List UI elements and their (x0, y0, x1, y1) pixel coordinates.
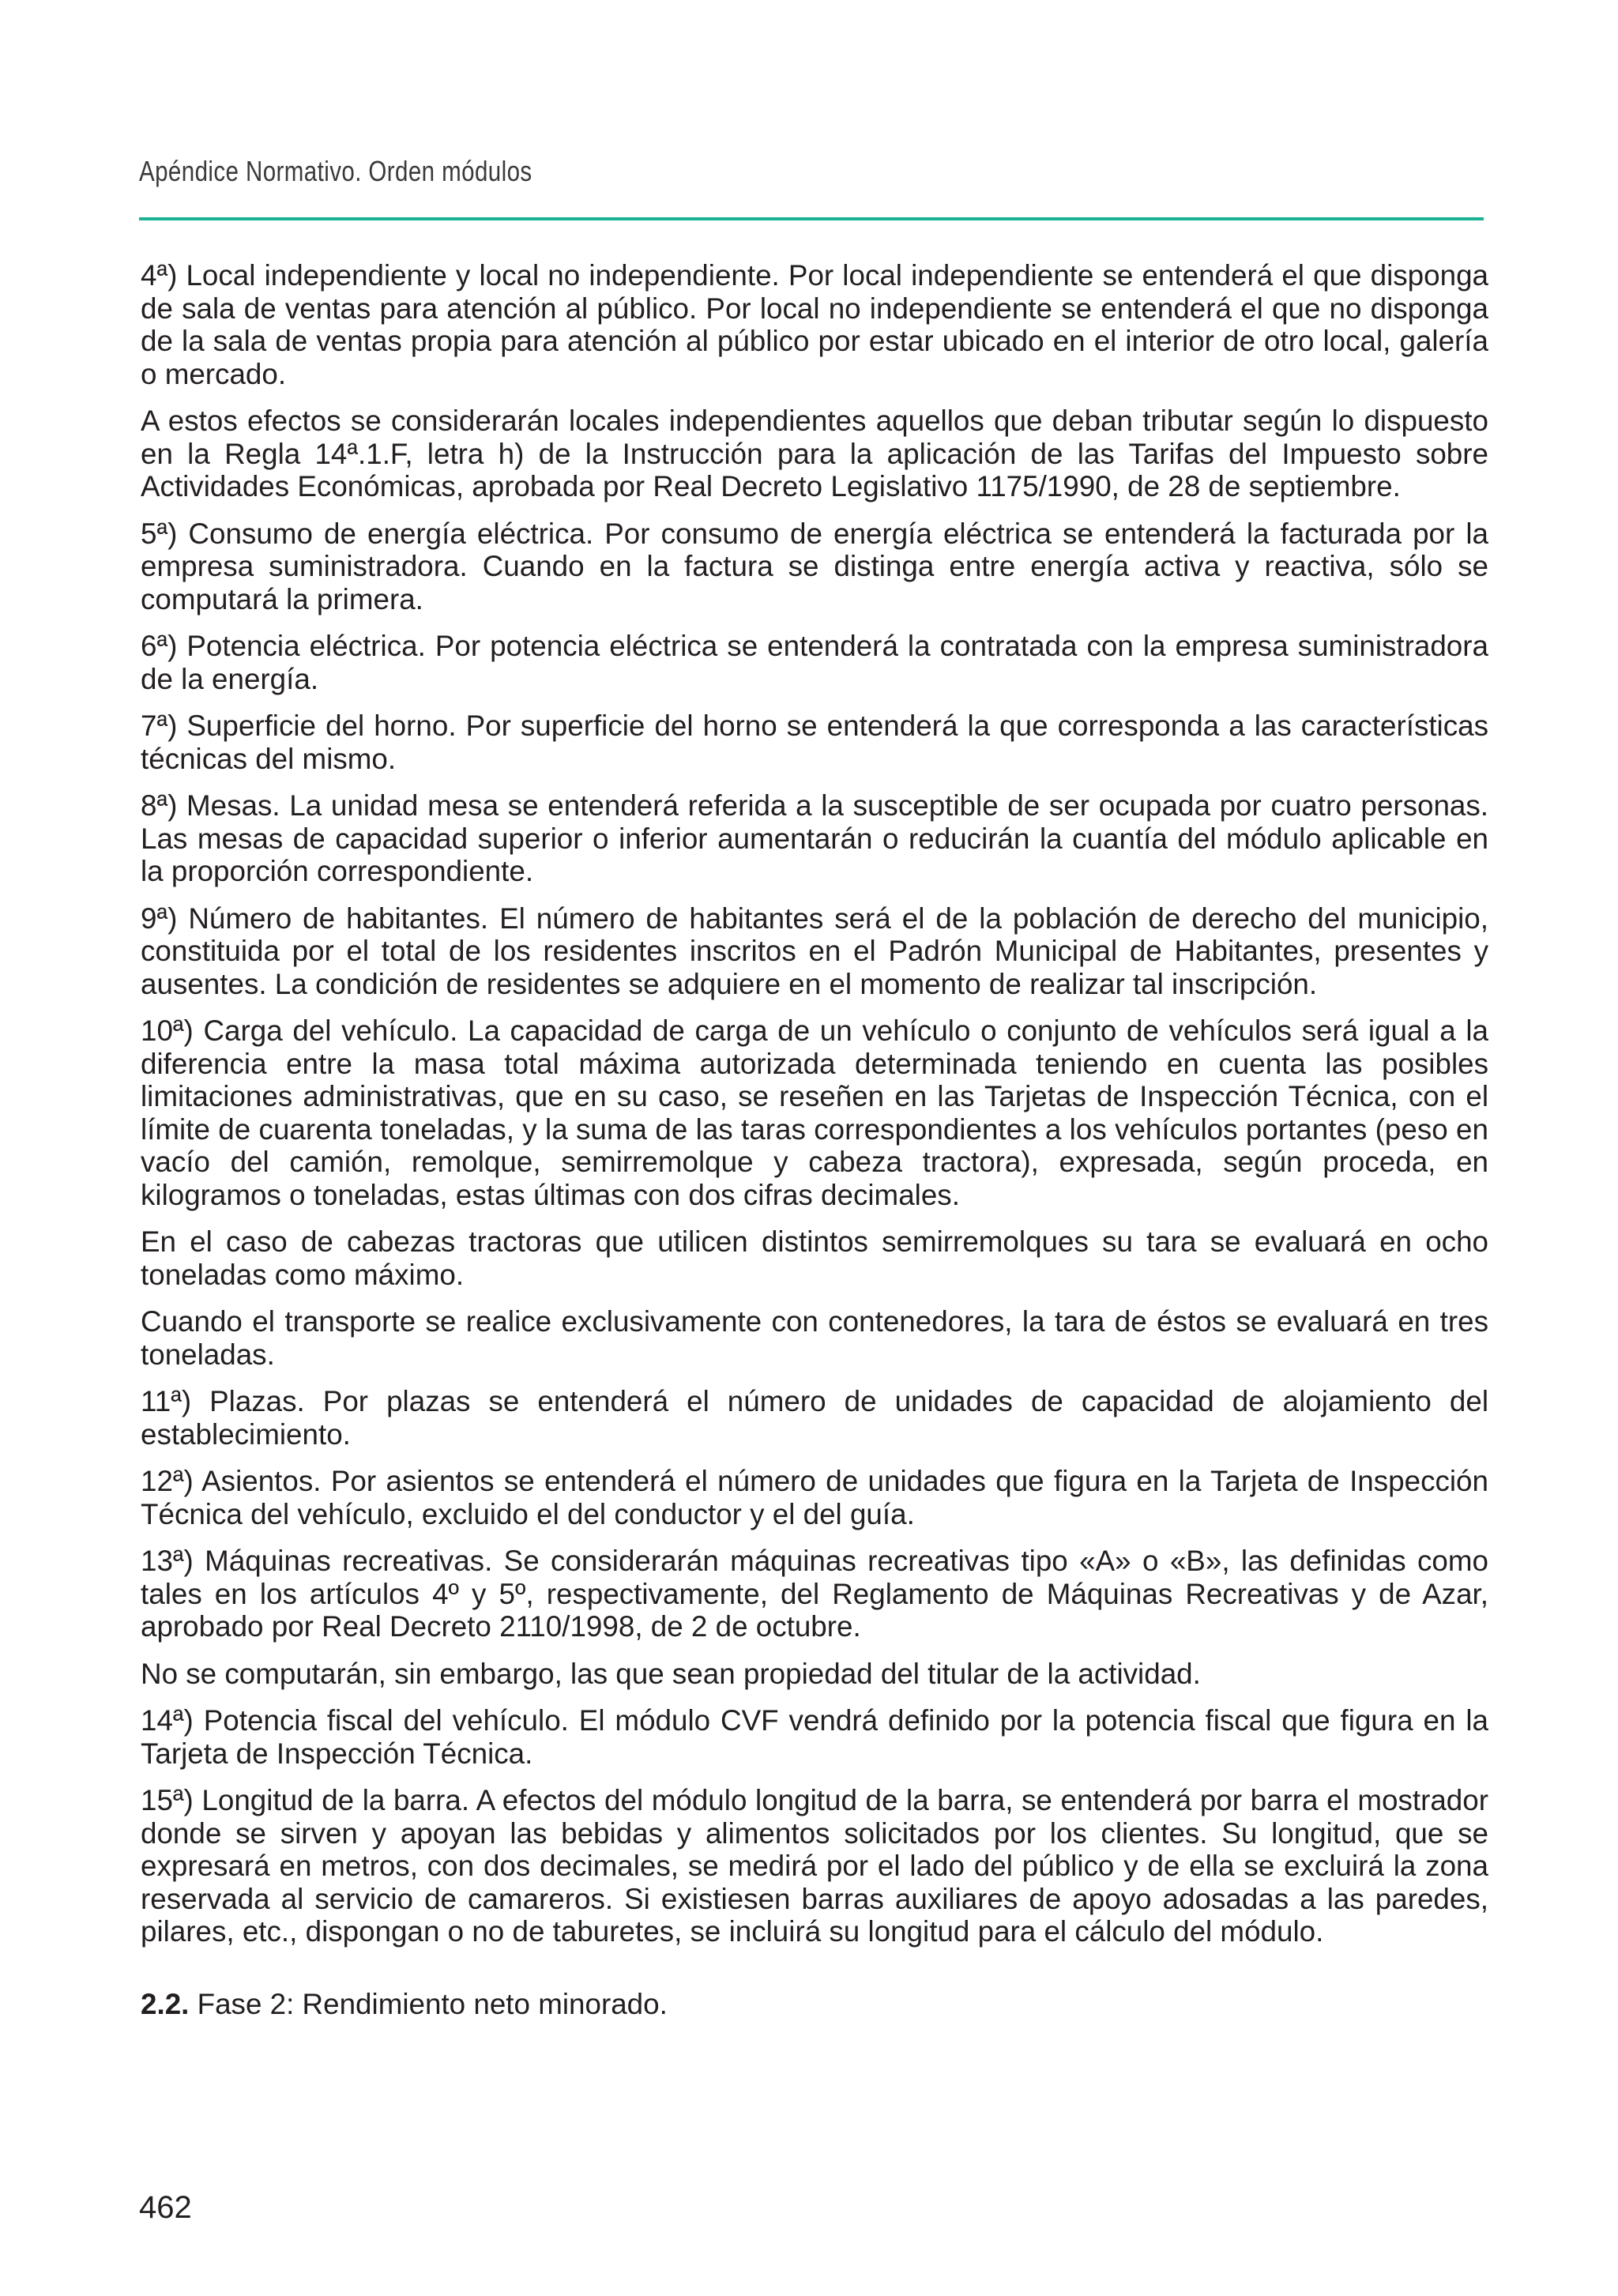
paragraph: En el caso de cabezas tractoras que utilicen distintos semirremolques su tara se evaluará en ocho toneladas como máximo. (141, 1225, 1488, 1291)
paragraph: 12ª) Asientos. Por asientos se entenderá el número de unidades que figura en la Tarjeta de Inspección Técnica del vehículo, excluido el del conductor y el del guía. (141, 1465, 1488, 1530)
running-header-title: Apéndice Normativo. Orden módulos (139, 155, 532, 187)
page-number: 462 (139, 2190, 192, 2225)
paragraph: Cuando el transporte se realice exclusivamente con contenedores, la tara de éstos se evaluará en tres toneladas. (141, 1305, 1488, 1371)
section-title: Fase 2: Rendimiento neto minorado. (189, 1987, 668, 2020)
running-header (139, 155, 1482, 188)
paragraph: No se computarán, sin embargo, las que sean propiedad del titular de la actividad. (141, 1657, 1201, 1690)
paragraph: 13ª) Máquinas recreativas. Se considerarán máquinas recreativas tipo «A» o «B», las definidas como tales en los artículos 4º y 5º, respectivamente, del Reglamento de Máquinas Recreativas y de Azar, aprobado por Real Decreto 2110/1998, de 2 de octubre. (141, 1545, 1488, 1643)
paragraph: 14ª) Potencia fiscal del vehículo. El módulo CVF vendrá definido por la potencia fiscal que figura en la Tarjeta de Inspección Técnica. (141, 1704, 1488, 1770)
paragraph: 15ª) Longitud de la barra. A efectos del módulo longitud de la barra, se entenderá por barra el mostrador donde se sirven y apoyan las bebidas y alimentos solicitados por los clientes. Su longitud, que se expresará en metros, con dos decimales, se medirá por el lado del público y de ella se excluirá la zona reservada al servicio de camareros. Si existiesen barras auxiliares de apoyo adosadas a las paredes, pilares, etc., dispongan o no de taburetes, se incluirá su longitud para el cálculo del módulo. (141, 1784, 1488, 1948)
paragraph: 6ª) Potencia eléctrica. Por potencia eléctrica se entenderá la contratada con la empresa suministradora de la energía. (141, 630, 1488, 695)
paragraph: 4ª) Local independiente y local no independiente. Por local independiente se entenderá el que disponga de sala de ventas para atención al público. Por local no independiente se entenderá el que no disponga de la sala de ventas propia para atención al público por estar ubicado en el interior de otro local, galería o mercado. (141, 259, 1488, 390)
paragraph: A estos efectos se considerarán locales independientes aquellos que deban tributar según lo dispuesto en la Regla 14ª.1.F, letra h) de la Instrucción para la aplicación de las Tarifas del Impuesto sobre Actividades Económicas, aprobada por Real Decreto Legislativo 1175/1990, de 28 de septiembre. (141, 405, 1488, 502)
paragraph: 5ª) Consumo de energía eléctrica. Por consumo de energía eléctrica se entenderá la facturada por la empresa suministradora. Cuando en la factura se distinga entre energía activa y reactiva, sólo se computará la primera. (141, 517, 1488, 615)
paragraph: 10ª) Carga del vehículo. La capacidad de carga de un vehículo o conjunto de vehículos será igual a la diferencia entre la masa total máxima autorizada determinada teniendo en cuenta las posibles limitaciones administrativas, que en su caso, se reseñen en las Tarjetas de Inspección Técnica, con el límite de cuarenta toneladas, y la suma de las taras correspondientes a los vehículos portantes (peso en vacío del camión, remolque, semirremolque y cabeza tractora), expresada, según proceda, en kilogramos o toneladas, estas últimas con dos cifras decimales. (141, 1014, 1488, 1211)
section-heading (141, 1988, 1488, 2021)
section-number: 2.2. (141, 1987, 190, 2020)
page-body (141, 259, 1488, 2020)
paragraph: 8ª) Mesas. La unidad mesa se entenderá referida a la susceptible de ser ocupada por cuatro personas. Las mesas de capacidad superior o inferior aumentarán o reducirán la cuantía del módulo aplicable en la proporción correspondiente. (141, 789, 1488, 887)
paragraph: 7ª) Superficie del horno. Por superficie del horno se entenderá la que corresponda a las características técnicas del mismo. (141, 710, 1488, 775)
paragraph: 9ª) Número de habitantes. El número de habitantes será el de la población de derecho del municipio, constituida por el total de los residentes inscritos en el Padrón Municipal de Habitantes, presentes y ausentes. La condición de residentes se adquiere en el momento de realizar tal inscripción. (141, 901, 1488, 1000)
paragraph: 11ª) Plazas. Por plazas se entenderá el número de unidades de capacidad de alojamiento del establecimiento. (141, 1385, 1488, 1451)
header-divider (139, 217, 1484, 220)
